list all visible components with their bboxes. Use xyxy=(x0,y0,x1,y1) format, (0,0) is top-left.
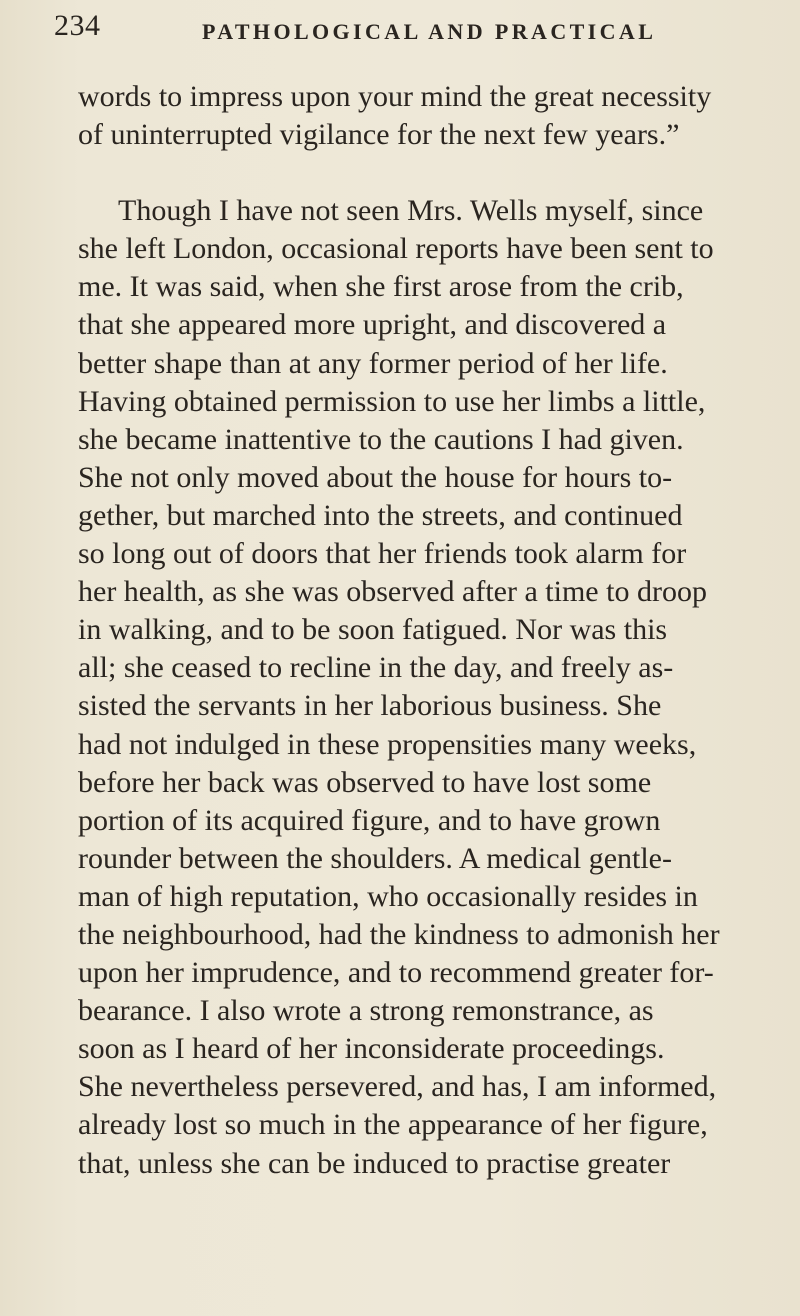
text-line: me. It was said, when she first arose from the crib, xyxy=(78,270,684,304)
text-line: of uninterrupted vigilance for the next few years.” xyxy=(78,118,680,152)
text-line: she became inattentive to the cautions I had given. xyxy=(78,422,684,456)
text-line: rounder between the shoulders. A medical gentle- xyxy=(78,841,672,875)
text-line: that, unless she can be induced to practise greater xyxy=(78,1146,671,1180)
paragraph xyxy=(78,78,798,154)
text-line: her health, as she was observed after a time to droop xyxy=(78,575,707,609)
text-line: before her back was observed to have lost some xyxy=(78,765,652,799)
text-line: all; she ceased to recline in the day, and freely as- xyxy=(78,651,674,685)
text-line: sisted the servants in her laborious business. She xyxy=(78,689,662,723)
text-line: she left London, occasional reports have been sent to xyxy=(78,232,714,266)
running-head xyxy=(54,6,770,46)
text-line: the neighbourhood, had the kindness to admonish her xyxy=(78,917,720,951)
text-line: upon her imprudence, and to recommend greater for- xyxy=(78,956,714,990)
text-line: so long out of doors that her friends took alarm for xyxy=(78,537,687,571)
text-line: soon as I heard of her inconsiderate proceedings. xyxy=(78,1032,665,1066)
text-line: gether, but marched into the streets, and continued xyxy=(78,498,683,532)
text-line: had not indulged in these propensities many weeks, xyxy=(78,727,697,761)
text-line: She nevertheless persevered, and has, I am informed, xyxy=(78,1070,717,1104)
page-number: 234 xyxy=(54,9,101,42)
running-title: PATHOLOGICAL AND PRACTICAL xyxy=(202,19,657,44)
text-line: already lost so much in the appearance of her figure, xyxy=(78,1108,708,1142)
text-line: Though I have not seen Mrs. Wells myself, since xyxy=(118,194,704,228)
text-line: bearance. I also wrote a strong remonstrance, as xyxy=(78,994,654,1028)
paragraph xyxy=(78,192,798,1182)
paragraph-spacing xyxy=(78,154,798,192)
text-line: in walking, and to be soon fatigued. Nor was this xyxy=(78,613,668,647)
text-line: words to impress upon your mind the great necessity xyxy=(78,80,712,113)
text-line: She not only moved about the house for hours to- xyxy=(78,460,673,494)
body-text xyxy=(78,78,798,1183)
text-line: Having obtained permission to use her limbs a little, xyxy=(78,384,706,418)
text-line: man of high reputation, who occasionally resides in xyxy=(78,879,698,913)
text-line: better shape than at any former period of her life. xyxy=(78,346,668,380)
text-line: that she appeared more upright, and discovered a xyxy=(78,308,667,342)
text-line: portion of its acquired figure, and to have grown xyxy=(78,803,661,837)
